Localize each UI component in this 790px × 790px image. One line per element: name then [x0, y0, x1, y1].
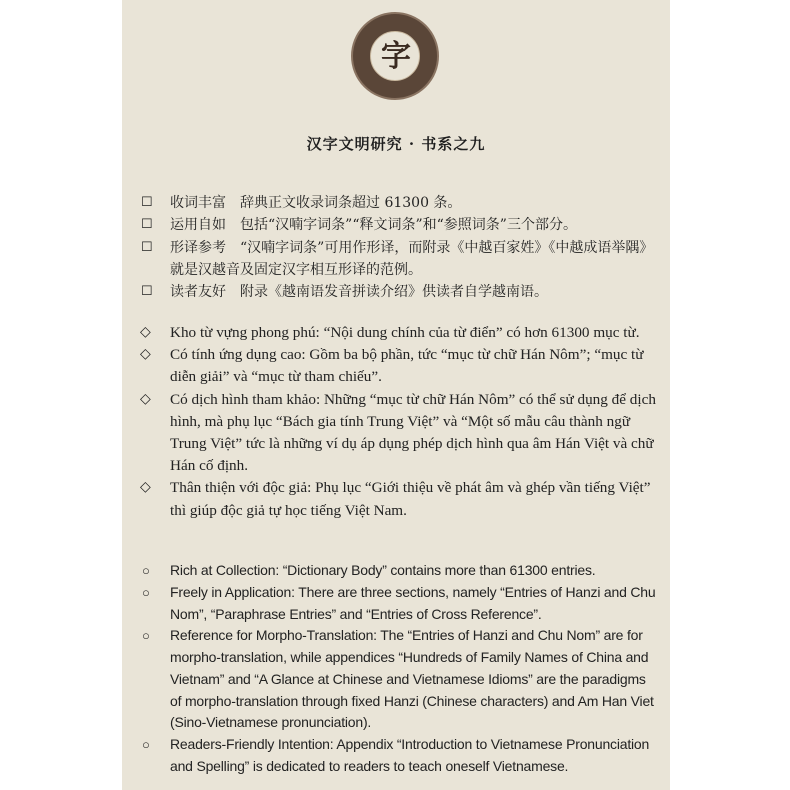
item-text: Rich at Collection: “Dictionary Body” contains more than 61300 entries.	[170, 562, 596, 578]
list-item	[136, 344, 656, 388]
diamond-icon: ◇	[140, 325, 151, 340]
chinese-feature-list	[136, 192, 656, 303]
seal-glyph: 字	[381, 39, 411, 74]
list-item	[136, 389, 656, 478]
list-item	[136, 214, 656, 236]
book-page	[122, 0, 670, 790]
item-text: Kho từ vựng phong phú: “Nội dung chính của từ điển” có hơn 61300 mục từ.	[170, 324, 640, 341]
checkbox-icon: ☐	[141, 239, 153, 255]
list-item	[136, 192, 656, 214]
item-text: Có dịch hình tham khảo: Những “mục từ chữ Hán Nôm” có thể sử dụng để dịch hình, mà phụ lục “Bách gia tính Trung Việt” và “Một số mẫu câu thành ngữ Trung Việt” tức là những ví dụ áp dụng phép dịch hình qua âm Hán Việt và chữ Hán cố định.	[170, 390, 656, 475]
circle-icon: ○	[142, 563, 150, 578]
item-text: Có tính ứng dụng cao: Gồm ba bộ phần, tức “mục từ chữ Hán Nôm”; “mục từ diễn giải” và “mục từ tham chiếu”.	[170, 346, 644, 386]
diamond-icon: ◇	[140, 391, 151, 407]
seal-emblem	[351, 12, 439, 100]
checkbox-icon: ☐	[141, 217, 153, 233]
list-item	[136, 582, 656, 625]
checkbox-icon: ☐	[141, 195, 153, 210]
list-item	[136, 560, 656, 582]
vietnamese-feature-list	[136, 322, 656, 522]
list-item	[136, 734, 656, 777]
diamond-icon: ◇	[140, 347, 151, 363]
item-text: 读者友好 附录《越南语发音拼读介绍》供读者自学越南语。	[170, 284, 548, 301]
circle-icon: ○	[142, 584, 150, 600]
list-item	[136, 322, 656, 344]
circle-icon: ○	[142, 737, 150, 753]
circle-icon: ○	[142, 628, 150, 644]
list-item	[136, 477, 656, 521]
checkbox-icon: ☐	[141, 284, 153, 300]
item-text: Readers-Friendly Intention: Appendix “Introduction to Vietnamese Pronunciation and Spelling” is dedicated to readers to teach oneself Vietnamese.	[170, 736, 650, 774]
item-text: Reference for Morpho-Translation: The “Entries of Hanzi and Chu Nom” are for morpho-translation, while appendices “Hundreds of Family Names of China and Vietnam” and “A Glance at Chinese and Vietnamese Idioms” are the paradigms of morpho-translation through fixed Hanzi (Chinese characters) and Am Han Viet (Sino-Vietnamese pronunciation).	[170, 627, 654, 731]
series-title: 汉字文明研究 · 书系之九	[306, 135, 486, 153]
list-item	[136, 237, 656, 282]
seal-center	[370, 31, 420, 81]
list-item	[136, 625, 656, 734]
english-feature-list	[136, 560, 656, 778]
diamond-icon: ◇	[140, 480, 151, 496]
item-text: 形译参考 “汉喃字词条”可用作形译，而附录《中越百家姓》《中越成语举隅》就是汉越音及固定汉字相互形译的范例。	[170, 239, 654, 278]
item-text: 运用自如 包括“汉喃字词条”“释文词条”和“参照词条”三个部分。	[170, 217, 577, 234]
item-text: Freely in Application: There are three sections, namely “Entries of Hanzi and Chu Nom”, “Paraphrase Entries” and “Entries of Cross Reference”.	[170, 583, 656, 622]
list-item	[136, 281, 656, 303]
item-text: 收词丰富 辞典正文收录词条超过 61300 条。	[170, 195, 462, 211]
item-text: Thân thiện với độc giả: Phụ lục “Giới thiệu về phát âm và ghép vần tiếng Việt” thì giúp độc giả tự học tiếng Việt Nam.	[170, 479, 651, 519]
